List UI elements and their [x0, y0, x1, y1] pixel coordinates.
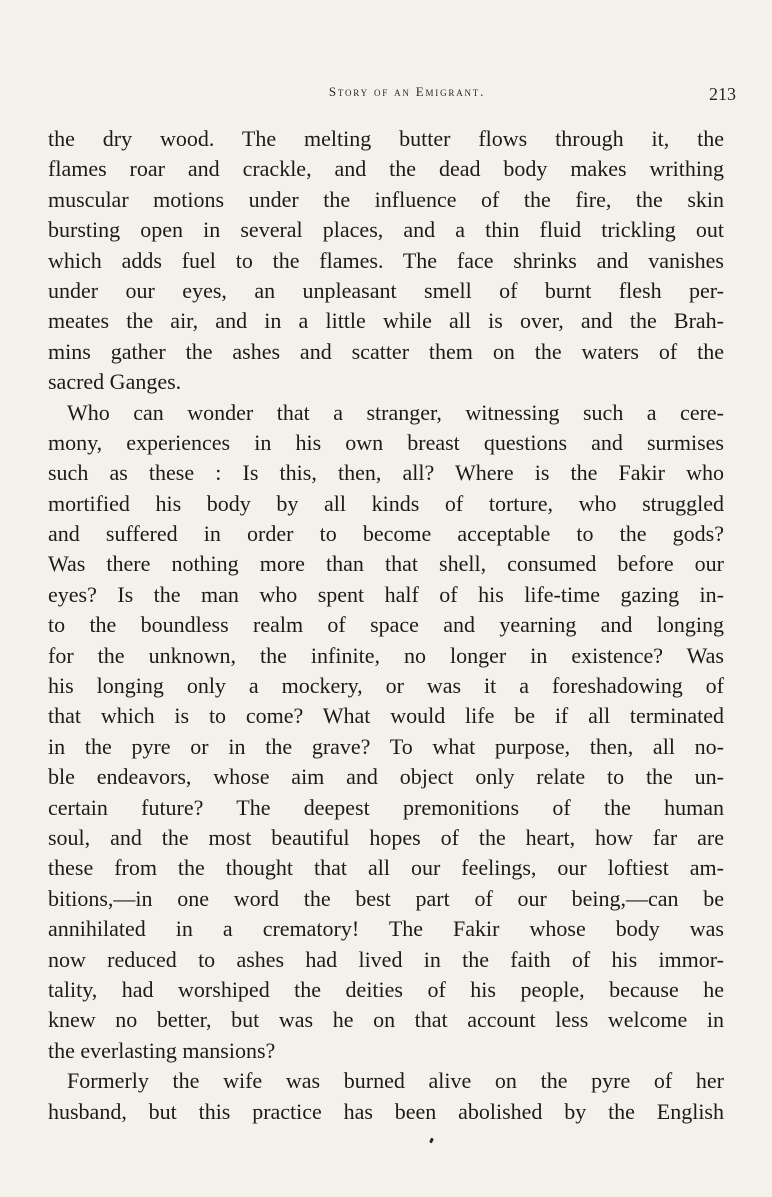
text-line: Was there nothing more than that shell, consumed before our: [48, 551, 724, 577]
text-line: bitions,—in one word the best part of our being,—can be: [48, 885, 724, 911]
text-line: meates the air, and in a little while all is over, and the Brah-: [48, 308, 724, 334]
text-line: the everlasting mansions?: [48, 1037, 276, 1063]
text-line: his longing only a mockery, or was it a foreshadowing of: [48, 673, 724, 699]
text-line: eyes? Is the man who spent half of his life-time gazing in-: [48, 581, 724, 607]
text-line: flames roar and crackle, and the dead body makes writhing: [48, 156, 724, 182]
text-line: mony, experiences in his own breast questions and surmises: [48, 429, 724, 455]
text-line: mortified his body by all kinds of torture, who struggled: [48, 490, 724, 516]
text-line: these from the thought that all our feelings, our loftiest am-: [48, 855, 724, 881]
running-title: Story of an Emigrant.: [328, 84, 486, 99]
text-line: now reduced to ashes had lived in the faith of his immor-: [48, 946, 724, 972]
text-line: annihilated in a crematory! The Fakir whose body was: [48, 916, 724, 942]
text-line: the dry wood. The melting butter flows through it, the: [48, 126, 724, 151]
text-line: to the boundless realm of space and yearning and longing: [48, 612, 724, 638]
text-line: Formerly the wife was burned alive on the pyre of her: [67, 1068, 724, 1094]
text-line: which adds fuel to the flames. The face shrinks and vanishes: [48, 247, 724, 273]
text-line: and suffered in order to become acceptable to the gods?: [48, 521, 724, 547]
text-line: sacred Ganges.: [48, 369, 182, 395]
text-line: for the unknown, the infinite, no longer in existence? Was: [48, 642, 724, 668]
page-number: 213: [709, 84, 736, 104]
text-line: soul, and the most beautiful hopes of the heart, how far are: [48, 824, 724, 850]
text-line: ble endeavors, whose aim and object only relate to the un-: [48, 764, 724, 790]
text-line: bursting open in several places, and a thin fluid trickling out: [48, 217, 724, 243]
text-line: tality, had worshiped the deities of his people, because he: [48, 976, 724, 1002]
text-line: that which is to come? What would life be if all terminated: [48, 703, 724, 729]
text-line: under our eyes, an unpleasant smell of burnt flesh per-: [48, 277, 724, 303]
text-line: knew no better, but was he on that account less welcome in: [48, 1007, 724, 1033]
text-line: mins gather the ashes and scatter them on the waters of the: [48, 338, 724, 364]
text-line: in the pyre or in the grave? To what purpose, then, all no-: [48, 733, 724, 759]
ink-mark: [429, 1138, 434, 1144]
text-line: Who can wonder that a stranger, witnessing such a cere-: [67, 399, 724, 425]
text-line: certain future? The deepest premonitions of the human: [48, 794, 724, 820]
text-line: muscular motions under the influence of the fire, the skin: [48, 186, 724, 212]
body-text: [48, 124, 724, 1127]
text-line: husband, but this practice has been abolished by the English: [48, 1098, 724, 1124]
running-head: [90, 84, 736, 106]
text-line: such as these : Is this, then, all? Where is the Fakir who: [48, 460, 724, 486]
